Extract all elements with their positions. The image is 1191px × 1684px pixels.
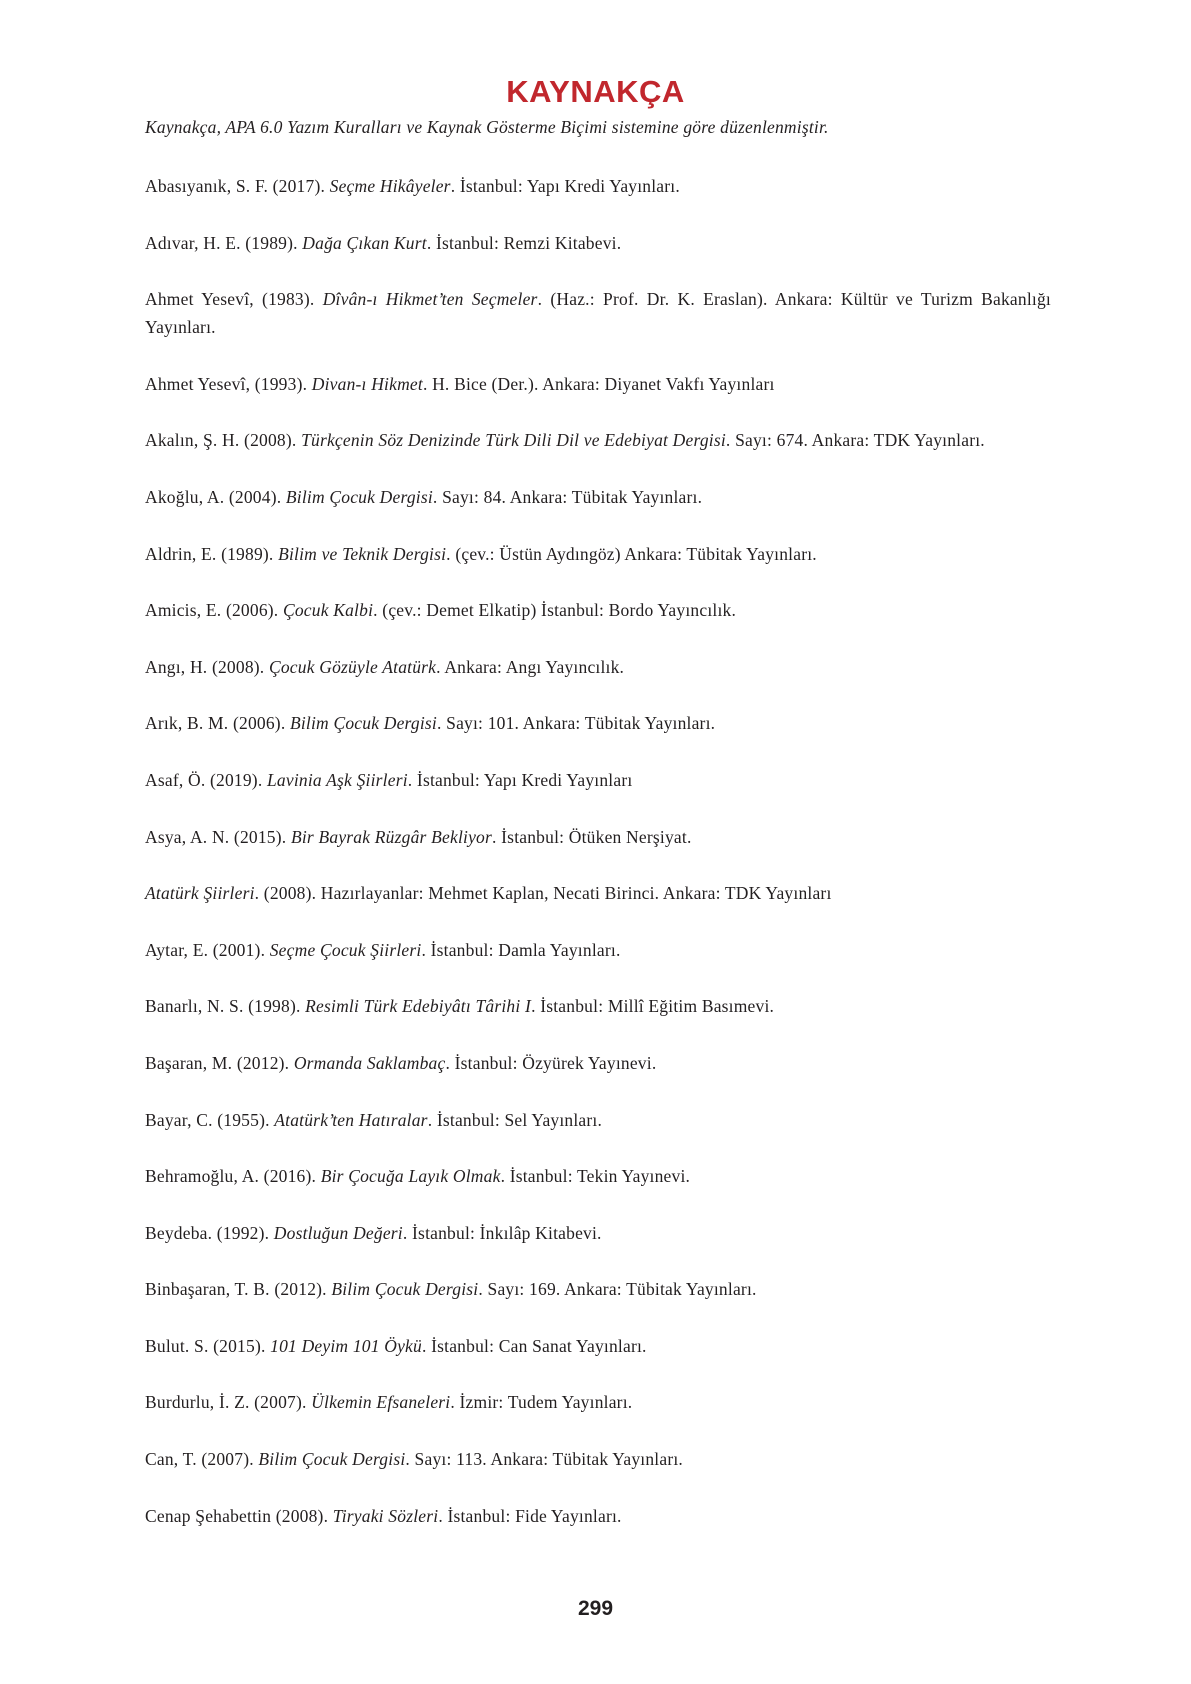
reference-entry xyxy=(145,653,1051,681)
reference-entry xyxy=(145,1502,1051,1530)
reference-entry xyxy=(145,596,1051,624)
reference-entry xyxy=(145,823,1051,851)
ref-work-title: Dağa Çıkan Kurt xyxy=(302,232,427,253)
ref-publication: . İstanbul: İnkılâp Kitabevi. xyxy=(402,1222,602,1243)
ref-publication: . İstanbul: Sel Yayınları. xyxy=(427,1109,603,1130)
reference-entry xyxy=(145,483,1051,511)
ref-work-title: Bilim ve Teknik Dergisi xyxy=(278,543,447,564)
reference-entry xyxy=(145,1332,1051,1360)
ref-author: Bayar, C. (1955). xyxy=(145,1109,275,1130)
reference-entry xyxy=(145,992,1051,1020)
reference-entry xyxy=(145,1219,1051,1247)
ref-author: Ahmet Yesevî, (1993). xyxy=(145,373,312,394)
ref-publication: . Sayı: 101. Ankara: Tübitak Yayınları. xyxy=(437,713,716,734)
reference-entry xyxy=(145,370,1051,398)
ref-work-title: Çocuk Kalbi xyxy=(282,600,374,621)
ref-publication: . Sayı: 113. Ankara: Tübitak Yayınları. xyxy=(405,1449,683,1470)
reference-entry xyxy=(145,936,1051,964)
ref-publication: . (2008). Hazırlayanlar: Mehmet Kaplan, Necati Birinci. Ankara: TDK Yayınları xyxy=(254,883,832,904)
ref-author: Akoğlu, A. (2004). xyxy=(145,486,286,507)
reference-entry xyxy=(145,1388,1051,1416)
ref-publication: . İstanbul: Can Sanat Yayınları. xyxy=(421,1335,647,1356)
ref-work-title: Bilim Çocuk Dergisi xyxy=(258,1449,406,1470)
reference-entry xyxy=(145,1445,1051,1473)
ref-author: Banarlı, N. S. (1998). xyxy=(145,996,306,1017)
ref-author: Amicis, E. (2006). xyxy=(145,600,283,621)
ref-author: Can, T. (2007). xyxy=(145,1449,259,1470)
reference-entry xyxy=(145,172,1051,200)
ref-publication: . İzmir: Tudem Yayınları. xyxy=(450,1392,633,1413)
reference-entry xyxy=(145,285,1051,341)
ref-publication: . Sayı: 84. Ankara: Tübitak Yayınları. xyxy=(432,486,703,507)
ref-publication: . İstanbul: Ötüken Nerşiyat. xyxy=(492,826,692,847)
ref-work-title: Bilim Çocuk Dergisi xyxy=(331,1279,479,1300)
ref-work-title: Ormanda Saklambaç xyxy=(293,1052,446,1073)
ref-work-title: 101 Deyim 101 Öykü xyxy=(270,1335,422,1356)
ref-work-title: Bir Bayrak Rüzgâr Bekliyor xyxy=(290,826,492,847)
ref-work-title: Atatürk Şiirleri xyxy=(145,883,255,904)
reference-entry xyxy=(145,426,1051,454)
ref-work-title: Seçme Çocuk Şiirleri xyxy=(269,939,422,960)
ref-author: Aldrin, E. (1989). xyxy=(145,543,279,564)
ref-work-title: Bilim Çocuk Dergisi xyxy=(289,713,437,734)
ref-work-title: Divan-ı Hikmet xyxy=(311,373,423,394)
ref-author: Angı, H. (2008). xyxy=(145,656,269,677)
ref-publication: . İstanbul: Fide Yayınları. xyxy=(438,1505,622,1526)
reference-entry xyxy=(145,1106,1051,1134)
ref-author: Behramoğlu, A. (2016). xyxy=(145,1166,321,1187)
ref-author: Ahmet Yesevî, (1983). xyxy=(145,289,323,310)
reference-entry xyxy=(145,1049,1051,1077)
ref-work-title: Tiryaki Sözleri xyxy=(332,1505,439,1526)
ref-author: Bulut. S. (2015). xyxy=(145,1335,271,1356)
ref-publication: . (çev.: Üstün Aydıngöz) Ankara: Tübitak Yayınları. xyxy=(446,543,817,564)
ref-author: Cenap Şehabettin (2008). xyxy=(145,1505,333,1526)
ref-work-title: Seçme Hikâyeler xyxy=(329,176,451,196)
ref-author: Burdurlu, İ. Z. (2007). xyxy=(145,1392,312,1413)
ref-work-title: Türkçenin Söz Denizinde Türk Dili Dil ve Edebiyat Dergisi xyxy=(301,430,726,451)
ref-author: Arık, B. M. (2006). xyxy=(145,713,290,734)
ref-work-title: Ülkemin Efsaneleri xyxy=(311,1392,451,1413)
ref-author: Aytar, E. (2001). xyxy=(145,939,270,960)
ref-author: Adıvar, H. E. (1989). xyxy=(145,232,303,253)
reference-entry xyxy=(145,709,1051,737)
reference-entry xyxy=(145,766,1051,794)
page-number: 299 xyxy=(577,1597,614,1620)
ref-author: Akalın, Ş. H. (2008). xyxy=(145,430,302,451)
ref-author: Asya, A. N. (2015). xyxy=(145,826,291,847)
ref-publication: . İstanbul: Tekin Yayınevi. xyxy=(500,1166,691,1187)
ref-work-title: Dîvân-ı Hikmet’ten Seçmeler xyxy=(322,289,538,310)
ref-publication: . (çev.: Demet Elkatip) İstanbul: Bordo Yayıncılık. xyxy=(373,600,737,621)
reference-entry xyxy=(145,229,1051,257)
ref-publication: . H. Bice (Der.). Ankara: Diyanet Vakfı Yayınları xyxy=(422,373,775,394)
ref-publication: . İstanbul: Damla Yayınları. xyxy=(421,939,621,960)
ref-author: Abasıyanık, S. F. (2017). xyxy=(145,176,330,196)
intro-note: Kaynakça, APA 6.0 Yazım Kuralları ve Kaynak Gösterme Biçimi sistemine göre düzenlenmiştir. xyxy=(145,117,829,137)
ref-author: Binbaşaran, T. B. (2012). xyxy=(145,1279,332,1300)
ref-author: Başaran, M. (2012). xyxy=(145,1052,294,1073)
ref-author: Beydeba. (1992). xyxy=(145,1222,274,1243)
ref-work-title: Resimli Türk Edebiyâtı Târihi I xyxy=(305,996,532,1017)
ref-work-title: Bir Çocuğa Layık Olmak xyxy=(320,1166,501,1187)
ref-publication: . Sayı: 674. Ankara: TDK Yayınları. xyxy=(725,430,985,451)
reference-entry xyxy=(145,879,1051,907)
ref-publication: . İstanbul: Millî Eğitim Basımevi. xyxy=(531,996,775,1017)
ref-work-title: Lavinia Aşk Şiirleri xyxy=(267,769,408,790)
reference-entry xyxy=(145,1162,1051,1190)
ref-publication: . Ankara: Angı Yayıncılık. xyxy=(436,656,625,677)
ref-publication: . İstanbul: Yapı Kredi Yayınları xyxy=(407,769,633,790)
ref-publication: . Sayı: 169. Ankara: Tübitak Yayınları. xyxy=(478,1279,757,1300)
ref-work-title: Dostluğun Değeri xyxy=(273,1222,403,1243)
ref-publication: . İstanbul: Yapı Kredi Yayınları. xyxy=(450,176,680,196)
ref-publication: . İstanbul: Remzi Kitabevi. xyxy=(426,232,622,253)
reference-entry xyxy=(145,1275,1051,1303)
ref-publication: . İstanbul: Özyürek Yayınevi. xyxy=(445,1052,657,1073)
ref-work-title: Çocuk Gözüyle Atatürk xyxy=(268,656,437,677)
page-title: KAYNAKÇA xyxy=(506,74,685,109)
ref-work-title: Bilim Çocuk Dergisi xyxy=(285,486,433,507)
reference-list xyxy=(145,172,1051,1558)
reference-entry xyxy=(145,540,1051,568)
ref-author: Asaf, Ö. (2019). xyxy=(145,769,267,790)
ref-publication: . (Haz.: Prof. Dr. K. Eraslan). Ankara: Kültür ve Turizm Bakanlığı Yayınları. xyxy=(145,289,1051,338)
ref-work-title: Atatürk’ten Hatıralar xyxy=(274,1109,428,1130)
